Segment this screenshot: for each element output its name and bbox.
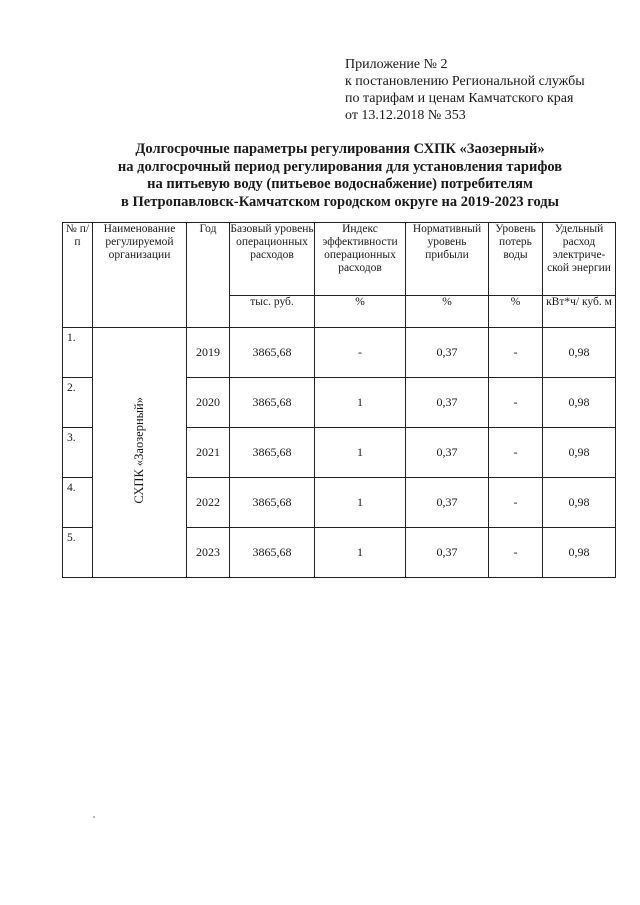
appendix-header [345, 56, 635, 124]
row-water-loss: - [489, 328, 543, 378]
parameters-table [62, 222, 616, 578]
unit-base-costs: тыс. руб. [230, 296, 315, 328]
org-name: СХПК «Заозерный» [132, 397, 146, 504]
header-energy-consumption: Удельный расход электриче-ской энергии [543, 223, 616, 296]
unit-efficiency-index: % [315, 296, 406, 328]
header-water-loss: Уровень потерь воды [489, 223, 543, 296]
appendix-line: по тарифам и ценам Камчатского края [345, 91, 574, 106]
header-num: № п/п [63, 223, 93, 328]
header-year: Год [187, 223, 230, 328]
row-num: 2. [63, 378, 93, 428]
row-water-loss: - [489, 478, 543, 528]
header-profit-level: Нормативный уровень прибыли [406, 223, 489, 296]
row-energy-consumption: 0,98 [543, 478, 616, 528]
table-header-row [63, 223, 616, 296]
title-line: в Петропавловск-Камчатском городском округе на 2019-2023 годы [121, 193, 559, 210]
row-profit-level: 0,37 [406, 378, 489, 428]
appendix-line: Приложение № 2 [345, 57, 448, 72]
row-base-costs: 3865,68 [230, 528, 315, 578]
row-year: 2019 [187, 328, 230, 378]
unit-energy-consumption: кВт*ч/ куб. м [543, 296, 616, 328]
row-base-costs: 3865,68 [230, 378, 315, 428]
row-efficiency-index: 1 [315, 528, 406, 578]
row-num: 1. [63, 328, 93, 378]
table-row [63, 328, 616, 378]
title-line: Долгосрочные параметры регулирования СХПК «Заозерный» [135, 141, 545, 157]
row-year: 2023 [187, 528, 230, 578]
title-line: на питьевую воду (питьевое водоснабжение) потребителям [147, 176, 533, 192]
row-year: 2022 [187, 478, 230, 528]
row-energy-consumption: 0,98 [543, 328, 616, 378]
appendix-line: от 13.12.2018 № 353 [345, 108, 466, 123]
row-efficiency-index: - [315, 328, 406, 378]
header-org: Наименование регулируемой организации [93, 223, 187, 328]
row-num: 4. [63, 478, 93, 528]
row-base-costs: 3865,68 [230, 328, 315, 378]
row-water-loss: - [489, 378, 543, 428]
row-water-loss: - [489, 428, 543, 478]
row-base-costs: 3865,68 [230, 478, 315, 528]
row-profit-level: 0,37 [406, 528, 489, 578]
header-base-costs: Базовый уровень операционных расходов [230, 223, 315, 296]
unit-water-loss: % [489, 296, 543, 328]
row-profit-level: 0,37 [406, 328, 489, 378]
unit-profit-level: % [406, 296, 489, 328]
header-efficiency-index: Индекс эффективности операционных расходов [315, 223, 406, 296]
row-year: 2021 [187, 428, 230, 478]
row-energy-consumption: 0,98 [543, 528, 616, 578]
row-efficiency-index: 1 [315, 478, 406, 528]
row-profit-level: 0,37 [406, 428, 489, 478]
row-profit-level: 0,37 [406, 478, 489, 528]
scan-speck [93, 816, 95, 818]
row-water-loss: - [489, 528, 543, 578]
row-year: 2020 [187, 378, 230, 428]
row-efficiency-index: 1 [315, 378, 406, 428]
row-num: 3. [63, 428, 93, 478]
row-efficiency-index: 1 [315, 428, 406, 478]
row-energy-consumption: 0,98 [543, 378, 616, 428]
row-base-costs: 3865,68 [230, 428, 315, 478]
title-line: на долгосрочный период регулирования для установления тарифов [117, 158, 563, 175]
org-name-cell [93, 328, 187, 578]
appendix-line: к постановлению Региональной службы [345, 74, 585, 89]
row-num: 5. [63, 528, 93, 578]
row-energy-consumption: 0,98 [543, 428, 616, 478]
document-title [60, 141, 620, 211]
